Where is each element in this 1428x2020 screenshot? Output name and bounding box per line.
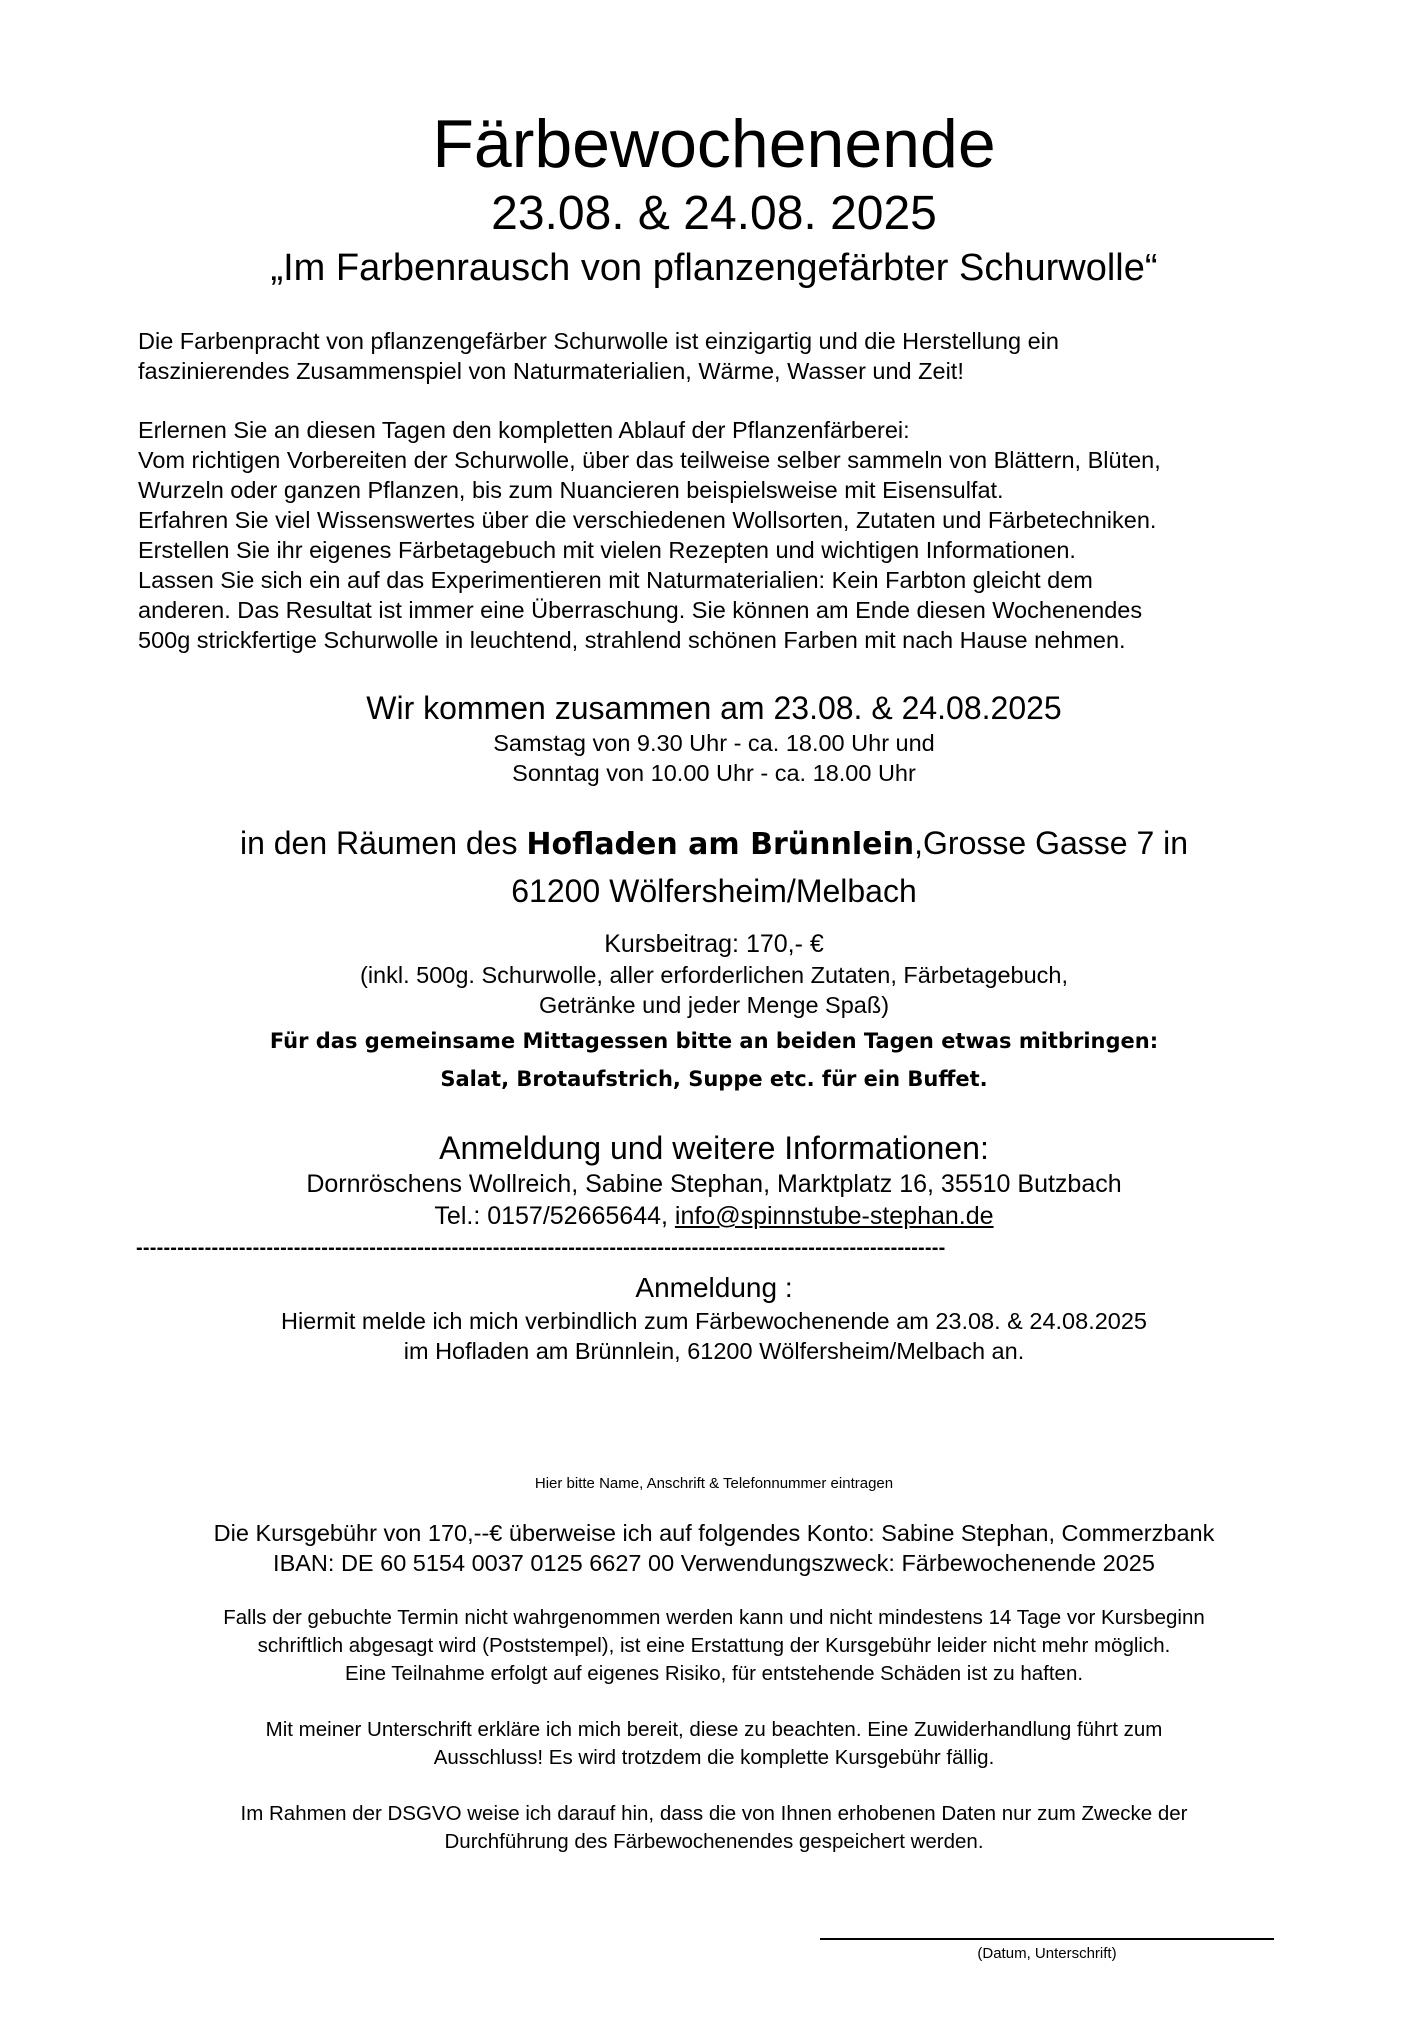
- consent-line-2: Ausschluss! Es wird trotzdem die komplette Kursgebühr fällig.: [433, 1746, 995, 1769]
- page-title: Färbewochenende: [432, 106, 996, 182]
- contact-headline: Anmeldung und weitere Informationen:: [439, 1130, 989, 1166]
- registration-line-1: Hiermit melde ich mich verbindlich zum Färbewochenende am 23.08. & 24.08.2025: [280, 1308, 1148, 1334]
- text-line: faszinierendes Zusammenspiel von Naturmaterialien, Wärme, Wasser und Zeit!: [138, 358, 964, 384]
- signature-label: (Datum, Unterschrift): [977, 1945, 1117, 1962]
- registration-headline: Anmeldung :: [635, 1272, 793, 1303]
- location-line-1: [0, 820, 1428, 868]
- fee-includes-line-1: (inkl. 500g. Schurwolle, aller erforderlichen Zutaten, Färbetagebuch,: [360, 962, 1068, 988]
- location-prefix: in den Räumen des: [239, 825, 527, 861]
- text-line: 500g strickfertige Schurwolle in leuchtend, strahlend schönen Farben mit nach Hause nehmen.: [138, 627, 1126, 653]
- location-street: ,Grosse Gasse 7 in: [914, 825, 1189, 861]
- text-line: anderen. Das Resultat ist immer eine Überraschung. Sie können am Ende diesen Wochenendes: [138, 597, 1143, 623]
- fee-includes-line-2: Getränke und jeder Menge Spaß): [538, 992, 890, 1018]
- contact-phone: Tel.: 0157/52665644,: [434, 1202, 675, 1230]
- email-link[interactable]: info@spinnstube-stephan.de: [674, 1202, 994, 1230]
- intro-paragraph-1: [138, 326, 1328, 386]
- contact-address: Dornröschens Wollreich, Sabine Stephan, Marktplatz 16, 35510 Butzbach: [306, 1170, 1122, 1198]
- venue-name: Hofladen am Brünnlein: [526, 827, 915, 862]
- text-line: Erfahren Sie viel Wissenswertes über die verschiedenen Wollsorten, Zutaten und Färbetechniken.: [138, 507, 1157, 533]
- meeting-sunday: Sonntag von 10.00 Uhr - ca. 18.00 Uhr: [512, 760, 916, 786]
- cut-line-divider: ----------------------------------------------------------------------------------------------------------------------: [136, 1237, 946, 1259]
- name-address-hint: Hier bitte Name, Anschrift & Telefonnummer eintragen: [534, 1475, 894, 1492]
- dsgvo-line-1: Im Rahmen der DSGVO weise ich darauf hin, dass die von Ihnen erhobenen Daten nur zum Zwecke der: [240, 1802, 1188, 1825]
- location: [0, 820, 1428, 914]
- intro-paragraph-2: [138, 415, 1328, 655]
- cancellation-line-3: Eine Teilnahme erfolgt auf eigenes Risiko, für entstehende Schäden ist zu haften.: [344, 1662, 1084, 1685]
- text-line: Die Farbenpracht von pflanzengefärber Schurwolle ist einzigartig und die Herstellung ein: [138, 328, 1059, 354]
- payment-line-1: Die Kursgebühr von 170,--€ überweise ich auf folgendes Konto: Sabine Stephan, Commerzbank: [213, 1520, 1215, 1546]
- dsgvo-line-2: Durchführung des Färbewochenendes gespeichert werden.: [444, 1830, 984, 1853]
- signature-line[interactable]: [820, 1938, 1274, 1940]
- cancellation-line-2: schriftlich abgesagt wird (Poststempel), ist eine Erstattung der Kursgebühr leider nicht mehr möglich.: [257, 1634, 1171, 1657]
- lunch-note-line-2: Salat, Brotaufstrich, Suppe etc. für ein Buffet.: [440, 1067, 988, 1091]
- registration-line-2: im Hofladen am Brünnlein, 61200 Wölfersheim/Melbach an.: [403, 1338, 1025, 1364]
- event-dates: 23.08. & 24.08. 2025: [491, 187, 937, 240]
- cancellation-line-1: Falls der gebuchte Termin nicht wahrgenommen werden kann und nicht mindestens 14 Tage vor Kursbeginn: [223, 1606, 1205, 1629]
- text-line: Vom richtigen Vorbereiten der Schurwolle, über das teilweise selber sammeln von Blättern, Blüten,: [138, 447, 1161, 473]
- lunch-note-line-1: Für das gemeinsame Mittagessen bitte an beiden Tagen etwas mitbringen:: [269, 1029, 1159, 1053]
- contact-phone-email: [0, 1200, 1428, 1232]
- meeting-saturday: Samstag von 9.30 Uhr - ca. 18.00 Uhr und: [493, 730, 935, 756]
- course-fee: Kursbeitrag: 170,- €: [604, 930, 824, 958]
- location-city: 61200 Wölfersheim/Melbach: [511, 873, 917, 909]
- text-line: Erlernen Sie an diesen Tagen den kompletten Ablauf der Pflanzenfärberei:: [138, 417, 910, 443]
- text-line: Wurzeln oder ganzen Pflanzen, bis zum Nuancieren beispielsweise mit Eisensulfat.: [138, 477, 1004, 503]
- text-line: Erstellen Sie ihr eigenes Färbetagebuch mit vielen Rezepten und wichtigen Informationen.: [138, 537, 1076, 563]
- text-line: Lassen Sie sich ein auf das Experimentieren mit Naturmaterialien: Kein Farbton gleicht dem: [138, 567, 1093, 593]
- meeting-headline: Wir kommen zusammen am 23.08. & 24.08.2025: [366, 690, 1062, 726]
- consent-line-1: Mit meiner Unterschrift erkläre ich mich bereit, diese zu beachten. Eine Zuwiderhandlung führt zum: [265, 1718, 1163, 1741]
- event-subtitle: „Im Farbenrausch von pflanzengefärbter Schurwolle“: [270, 247, 1158, 289]
- payment-line-2: IBAN: DE 60 5154 0037 0125 6627 00 Verwendungszweck: Färbewochenende 2025: [273, 1550, 1155, 1576]
